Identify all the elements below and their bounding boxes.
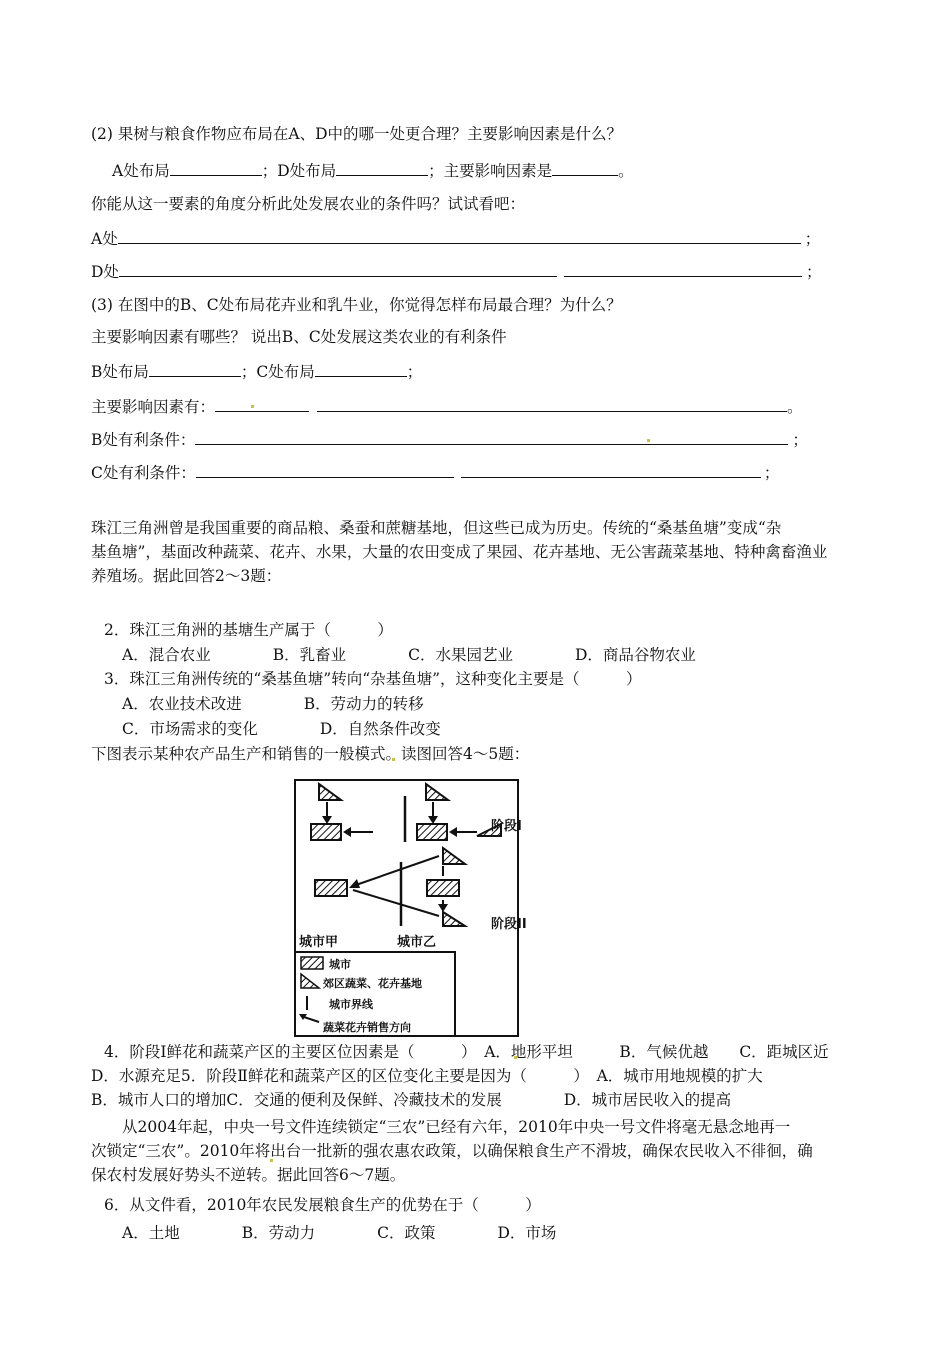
q3-c-adv-blank-1[interactable]: [196, 462, 454, 478]
q3-factors-end: 。: [787, 398, 803, 416]
q2-a-line-end: ；: [804, 230, 821, 248]
stage1-label: 阶段I: [491, 819, 522, 834]
q2-factor-blank[interactable]: [552, 160, 618, 176]
intro2-line-1: 从2004年起，中央一号文件连续锁定“三农”已经有六年，2010年中央一号文件将毫无悬念地再一: [91, 1118, 791, 1136]
q2-d-line-row: [91, 261, 821, 282]
scan-speck: [251, 405, 254, 408]
city-icon: [315, 880, 347, 896]
q45-line-3: B．城市人口的增加C．交通的便利及保鲜、冷藏技术的发展 D．城市居民收入的提高: [91, 1091, 732, 1109]
q2-d-blank[interactable]: [336, 160, 428, 176]
legend-base-label: 郊区蔬菜、花卉基地: [323, 977, 422, 990]
q3-b-label: B处布局: [91, 363, 149, 381]
q3-c-adv-row: [91, 462, 779, 483]
city-icon: [311, 824, 341, 840]
intro1-line-1: 珠江三角洲曾是我国重要的商品粮、桑蚕和蔗糖基地，但这些已成为历史。传统的“桑基鱼塘”变成“杂: [91, 519, 782, 537]
stage2-label: 阶段II: [491, 917, 527, 932]
city-icon: [417, 824, 447, 840]
q2-d-line-blank-1[interactable]: [119, 261, 557, 277]
q2-analyze: 你能从这一要素的角度分析此处发展农业的条件吗？试试看吧：: [91, 195, 526, 213]
q2-a-label: A处布局: [112, 162, 170, 180]
q2-answer-row: [112, 160, 634, 181]
q2-a-blank[interactable]: [170, 160, 262, 176]
city-a-label: 城市甲: [299, 935, 339, 950]
q2-d-line-blank-2[interactable]: [564, 261, 802, 277]
q2-factor-label: ；主要影响因素是: [428, 162, 553, 180]
q3-sub: 主要影响因素有哪些？ 说出B、C处发展这类农业的有利条件: [91, 328, 507, 346]
q3-c-adv-label: C处有利条件：: [91, 464, 196, 482]
q3-b-adv-row: [91, 429, 808, 450]
q3-c-adv-blank-2[interactable]: [461, 462, 761, 478]
legend-border-label: 城市界线: [329, 998, 373, 1011]
intro-pearl-river-delta: [91, 516, 827, 588]
q2-period: 。: [618, 162, 634, 180]
q3-factors-label: 主要影响因素有：: [91, 398, 216, 416]
intro1-line-3: 养殖场。据此回答2～3题：: [91, 567, 282, 585]
q3-question: (3) 在图中的B、C处布局花卉业和乳牛业，你觉得怎样布局最合理？为什么？: [91, 296, 622, 314]
diagram-intro: 下图表示某种农产品生产和销售的一般模式。读图回答4～5题：: [91, 745, 530, 763]
q45-line-1: 4．阶段Ⅰ鲜花和蔬菜产区的主要区位因素是（ ） A．地形平坦 B．气候优越 C．距城区近: [104, 1043, 829, 1061]
agri-sales-diagram: [293, 778, 527, 1038]
q3-b-adv-label: B处有利条件：: [91, 431, 196, 449]
legend-direction-label: 蔬菜花卉销售方向: [323, 1021, 411, 1034]
q2-d-line-end: ；: [805, 263, 822, 281]
intro1-line-2: 基鱼塘”，基面改种蔬菜、花卉、水果，大量的农田变成了果园、花卉基地、无公害蔬菜基地、特种禽畜渔业: [91, 543, 828, 561]
q3-c-adv-end: ；: [763, 464, 780, 482]
city-icon: [427, 880, 459, 896]
q3-c-label: ；C处布局: [240, 363, 315, 381]
q45-line-2: D．水源充足5．阶段Ⅱ鲜花和蔬菜产区的区位变化主要是因为（ ） A．城市用地规模的扩大: [91, 1067, 763, 1085]
q2-d-label: ；D处布局: [261, 162, 337, 180]
q2-d-line-label: D处: [91, 263, 119, 281]
intro2-line-2: 次锁定“三农”。2010年将出台一批新的强农惠农政策，以确保粮食生产不滑坡，确保农民收入不徘徊，确: [91, 1142, 813, 1160]
legend-city-label: 城市: [329, 958, 351, 971]
scan-speck: [647, 439, 650, 442]
q2-question: (2) 果树与粮食作物应布局在A、D中的哪一处更合理？主要影响因素是什么？: [91, 125, 623, 143]
legend-city-icon: [301, 957, 323, 969]
mc-q2-options: A．混合农业 B．乳畜业 C．水果园艺业 D．商品谷物农业: [122, 646, 696, 664]
intro2-line-3: 保农村发展好势头不逆转。据此回答6～7题。: [91, 1166, 406, 1184]
q3-b-adv-end: ；: [792, 431, 808, 449]
q6-stem: 6．从文件看，2010年农民发展粮食生产的优势在于（ ）: [104, 1196, 541, 1214]
q3-b-adv-blank[interactable]: [195, 429, 788, 445]
mc-q3-options-2: C．市场需求的变化 D．自然条件改变: [122, 720, 441, 738]
mc-q2-stem: 2．珠江三角洲的基塘生产属于（ ）: [104, 621, 393, 639]
q2-a-line-label: A处: [91, 230, 118, 248]
q3-c-blank[interactable]: [315, 361, 407, 377]
mc-q3-stem: 3．珠江三角洲传统的“桑基鱼塘”转向“杂基鱼塘”，这种变化主要是（ ）: [104, 670, 642, 688]
q45-block: [91, 1040, 829, 1112]
q6-options: A．土地 B．劳动力 C．政策 D．市场: [122, 1224, 557, 1242]
mc-q3-options-1: A．农业技术改进 B．劳动力的转移: [122, 695, 424, 713]
city-b-label: 城市乙: [397, 935, 437, 950]
q3-layout-row: [91, 361, 422, 382]
q3-layout-end: ；: [406, 363, 423, 381]
q3-factors-row: [91, 396, 803, 417]
intro-three-rural: [91, 1115, 813, 1187]
q3-b-blank[interactable]: [149, 361, 241, 377]
q3-factors-blank-2[interactable]: [317, 396, 787, 412]
q3-factors-blank-1[interactable]: [215, 396, 309, 412]
q2-a-line-blank[interactable]: [118, 228, 801, 244]
q2-a-line-row: [91, 228, 820, 249]
